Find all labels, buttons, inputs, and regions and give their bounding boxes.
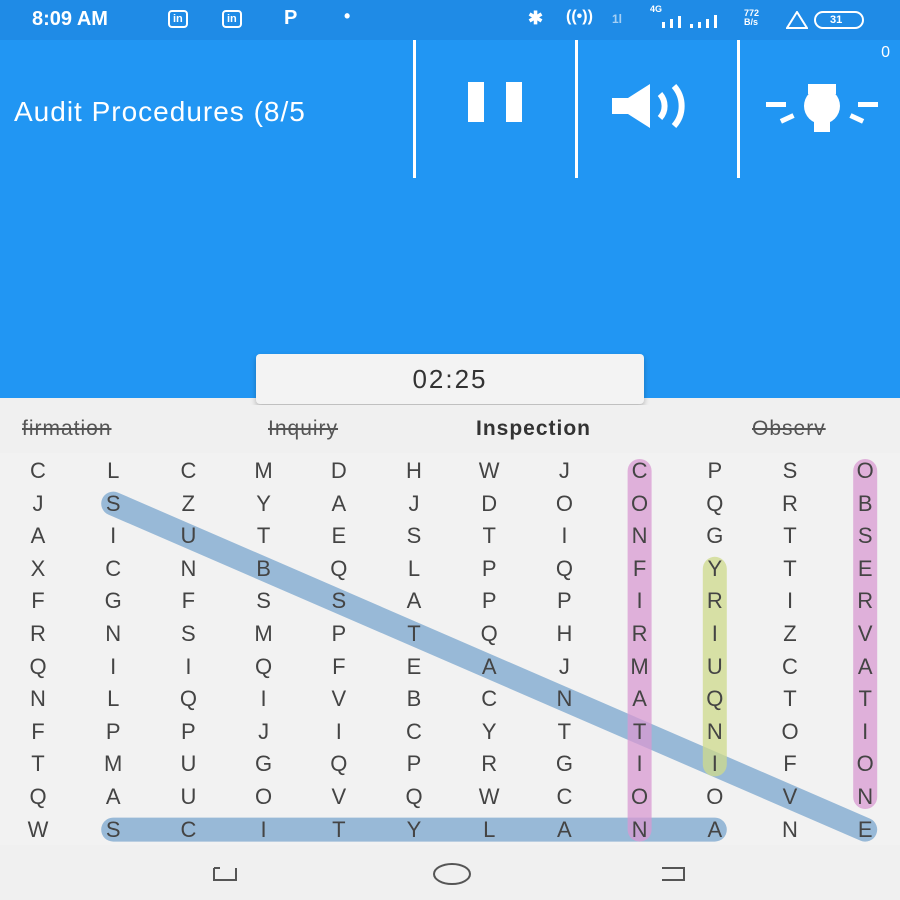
grid-cell[interactable]: P xyxy=(105,718,121,744)
grid-cell[interactable]: A xyxy=(707,816,723,842)
grid-cell[interactable]: C xyxy=(105,555,122,581)
grid-cell[interactable]: P xyxy=(331,621,347,646)
network-type-label: 4G xyxy=(650,4,663,14)
grid-cell[interactable]: I xyxy=(561,523,568,549)
grid-cell[interactable]: J xyxy=(32,490,44,516)
word-item-inspection: Inspection xyxy=(476,417,592,440)
grid-cell[interactable]: A xyxy=(331,490,347,516)
grid-cell[interactable]: B xyxy=(256,555,271,581)
grid-cell[interactable]: R xyxy=(706,588,723,614)
grid-cell[interactable]: A xyxy=(481,653,497,679)
recent-apps-icon[interactable] xyxy=(208,862,244,886)
grid-cell[interactable]: B xyxy=(406,686,422,712)
grid-cell[interactable]: O xyxy=(631,490,649,516)
grid-cell[interactable]: P xyxy=(557,588,572,614)
word-item-observation: Observ xyxy=(752,417,826,440)
grid-cell[interactable]: P xyxy=(481,588,497,614)
hint-counter: 0 xyxy=(881,44,890,61)
grid-cell[interactable]: M xyxy=(254,458,273,483)
signal-icon xyxy=(662,12,728,30)
grid-cell[interactable]: P xyxy=(181,718,196,744)
battery-icon xyxy=(814,11,864,29)
battery-level: 31 xyxy=(830,14,843,26)
grid-cell[interactable]: W xyxy=(27,816,49,842)
timer-tab xyxy=(256,354,644,404)
grid-cell[interactable]: W xyxy=(478,784,500,809)
grid-cell[interactable]: C xyxy=(406,718,422,744)
grid-cell[interactable]: T xyxy=(783,555,797,581)
grid-cell[interactable]: T xyxy=(482,523,496,549)
grid-cell[interactable]: T xyxy=(858,686,872,712)
grid-cell[interactable]: N xyxy=(631,523,648,549)
grid-cell[interactable]: J xyxy=(408,490,420,516)
grid-cell[interactable]: E xyxy=(857,816,873,842)
grid-cell[interactable]: U xyxy=(180,784,197,809)
grid-cell[interactable]: P xyxy=(406,751,422,777)
pause-icon[interactable] xyxy=(462,82,528,126)
game-header xyxy=(0,40,900,398)
grid-cell[interactable]: S xyxy=(256,588,271,614)
home-icon[interactable] xyxy=(430,860,474,888)
grid-cell[interactable]: E xyxy=(331,523,347,549)
grid-cell[interactable]: I xyxy=(260,686,267,712)
grid-cell[interactable]: Q xyxy=(706,490,724,516)
grid-cell[interactable]: N xyxy=(857,784,874,809)
grid-cell[interactable]: I xyxy=(260,816,267,842)
grid-cell[interactable]: Y xyxy=(256,490,271,516)
grid-cell[interactable]: I xyxy=(110,653,117,679)
status-bar xyxy=(0,0,900,40)
grid-cell[interactable]: R xyxy=(782,490,798,516)
grid-cell[interactable]: M xyxy=(104,751,123,777)
grid-cell[interactable]: L xyxy=(407,555,421,581)
grid-cell[interactable]: E xyxy=(857,555,873,581)
grid-cell[interactable]: R xyxy=(857,588,874,614)
grid-cell[interactable]: O xyxy=(781,718,799,744)
grid-cell[interactable]: I xyxy=(185,653,192,679)
grid-cell[interactable]: A xyxy=(30,523,46,549)
grid-cell[interactable]: J xyxy=(558,458,570,483)
grid-cell[interactable]: M xyxy=(630,653,649,679)
divider xyxy=(413,40,416,178)
grid-cell[interactable]: V xyxy=(331,784,347,809)
grid-cell[interactable]: H xyxy=(556,621,573,646)
grid-cell[interactable]: I xyxy=(862,718,869,744)
grid-cell[interactable]: D xyxy=(330,458,347,483)
grid-cell[interactable]: Q xyxy=(255,653,273,679)
grid-cell[interactable]: T xyxy=(783,523,797,549)
status-time: 8:09 AM xyxy=(32,8,108,30)
grid-cell[interactable]: N xyxy=(631,816,648,842)
grid-cell[interactable]: I xyxy=(110,523,117,549)
grid-cell[interactable]: A xyxy=(557,816,572,842)
grid-cell[interactable]: W xyxy=(478,458,500,483)
grid-cell[interactable]: S xyxy=(406,523,422,549)
grid-cell[interactable]: D xyxy=(481,490,498,516)
grid-cell[interactable]: S xyxy=(331,588,347,614)
grid-cell[interactable]: O xyxy=(255,784,273,809)
grid-cell[interactable]: G xyxy=(104,588,122,614)
grid-cell[interactable]: R xyxy=(30,621,46,646)
grid-cell[interactable]: Q xyxy=(555,555,573,581)
notification-badge-icon: in xyxy=(168,10,188,28)
grid-cell[interactable]: Q xyxy=(480,621,498,646)
grid-cell[interactable]: T xyxy=(557,718,572,744)
grid-cell[interactable]: Q xyxy=(706,686,724,712)
grid-cell[interactable]: L xyxy=(107,686,120,712)
grid-cell[interactable]: T xyxy=(407,621,421,646)
grid-cell[interactable]: M xyxy=(254,621,273,646)
grid-cell[interactable]: O xyxy=(706,784,724,809)
grid-cell[interactable]: Q xyxy=(330,555,348,581)
grid-cell[interactable]: Q xyxy=(330,751,348,777)
grid-cell[interactable]: I xyxy=(335,718,342,744)
warning-icon xyxy=(786,11,808,29)
grid-cell[interactable]: T xyxy=(783,686,797,712)
grid-cell[interactable]: I xyxy=(636,751,643,777)
grid-cell[interactable]: J xyxy=(258,718,270,744)
grid-cell[interactable]: A xyxy=(105,784,121,809)
grid-cell[interactable]: Q xyxy=(179,686,197,712)
grid-cell[interactable]: Q xyxy=(29,653,47,679)
divider xyxy=(575,40,578,178)
grid-cell[interactable]: R xyxy=(481,751,498,777)
grid-cell[interactable]: O xyxy=(856,458,874,483)
parking-icon: P xyxy=(284,7,298,29)
grid-cell[interactable]: U xyxy=(706,653,723,679)
grid-cell[interactable]: Z xyxy=(181,490,196,516)
grid-cell[interactable]: C xyxy=(481,686,498,712)
grid-cell[interactable]: X xyxy=(30,555,46,581)
grid-cell[interactable]: I xyxy=(636,588,643,614)
puzzle-title: Audit Procedures (8/5 xyxy=(14,96,306,127)
back-icon[interactable] xyxy=(656,862,692,886)
grid-cell[interactable]: C xyxy=(631,458,648,483)
grid-cell[interactable]: F xyxy=(31,718,45,744)
grid-cell[interactable]: A xyxy=(857,653,873,679)
grid-cell[interactable]: T xyxy=(256,523,271,549)
grid-cell[interactable]: N xyxy=(556,686,573,712)
grid-cell[interactable]: F xyxy=(632,555,647,581)
divider xyxy=(737,40,740,178)
grid-cell[interactable]: G xyxy=(706,523,724,549)
grid-cell[interactable]: V xyxy=(782,784,798,809)
grid-cell[interactable]: N xyxy=(180,555,197,581)
notification-badge-icon: in xyxy=(222,10,242,28)
grid-cell[interactable]: O xyxy=(856,751,874,777)
grid-cell[interactable]: Q xyxy=(29,784,47,809)
dot-icon: • xyxy=(344,6,351,26)
grid-cell[interactable]: O xyxy=(631,784,649,809)
grid-cell[interactable]: P xyxy=(707,458,723,483)
network-speed: 772 B/s xyxy=(744,8,760,27)
grid-cell[interactable]: N xyxy=(30,686,46,712)
word-list xyxy=(0,405,900,453)
grid-cell[interactable]: S xyxy=(857,523,873,549)
grid-cell[interactable]: S xyxy=(782,458,798,483)
grid-cell[interactable]: R xyxy=(631,621,648,646)
grid-cell[interactable]: S xyxy=(105,816,121,842)
grid-cell[interactable]: G xyxy=(555,751,573,777)
sound-icon[interactable] xyxy=(608,82,708,132)
grid-cell[interactable]: I xyxy=(711,621,718,646)
grid-cell[interactable]: F xyxy=(181,588,196,614)
grid-cell[interactable]: S xyxy=(181,621,196,646)
grid-cell[interactable]: B xyxy=(857,490,873,516)
grid-cell[interactable]: O xyxy=(555,490,573,516)
word-item-inquiry: Inquiry xyxy=(268,417,339,440)
grid-cell[interactable]: T xyxy=(332,816,346,842)
system-nav-bar xyxy=(0,848,900,900)
grid-cell[interactable]: C xyxy=(556,784,573,809)
grid-cell[interactable]: P xyxy=(481,555,497,581)
grid-cell[interactable]: T xyxy=(31,751,45,777)
grid-cell[interactable]: Q xyxy=(405,784,423,809)
grid-cell[interactable]: G xyxy=(255,751,273,777)
grid-cell[interactable]: U xyxy=(180,523,197,549)
grid-cell[interactable]: U xyxy=(180,751,197,777)
signal-weak-icon: 1l xyxy=(612,12,623,26)
grid-cell[interactable]: N xyxy=(105,621,122,646)
grid-cell[interactable]: Z xyxy=(783,621,797,646)
grid-cell[interactable]: Y xyxy=(707,555,723,581)
grid-cell[interactable]: Y xyxy=(481,718,497,744)
grid-cell[interactable]: N xyxy=(782,816,798,842)
word-item-confirmation: firmation xyxy=(22,417,112,440)
grid-cell[interactable]: E xyxy=(406,653,422,679)
grid-cell[interactable]: I xyxy=(786,588,794,614)
grid-cell[interactable]: V xyxy=(331,686,347,712)
hotspot-icon: ((•)) xyxy=(566,8,593,25)
grid-cell[interactable]: A xyxy=(632,686,647,712)
grid-cell[interactable]: C xyxy=(782,653,798,679)
grid-cell[interactable]: A xyxy=(406,588,422,614)
grid-cell[interactable]: C xyxy=(180,816,197,842)
bluetooth-icon: ✱ xyxy=(528,8,544,28)
grid-cell[interactable]: Y xyxy=(406,816,422,842)
grid-cell[interactable]: S xyxy=(105,490,121,516)
grid-cell[interactable]: F xyxy=(332,653,346,679)
grid-cell[interactable]: L xyxy=(483,816,496,842)
grid-cell[interactable]: F xyxy=(783,751,797,777)
grid-cell[interactable]: C xyxy=(180,458,197,483)
grid-cell[interactable]: V xyxy=(857,621,873,646)
grid-cell[interactable]: L xyxy=(107,458,120,483)
letter-grid[interactable] xyxy=(0,453,900,845)
grid-cell[interactable]: I xyxy=(711,751,718,777)
grid-cell[interactable]: C xyxy=(30,458,46,483)
grid-cell[interactable]: N xyxy=(706,718,723,744)
hint-bulb-icon[interactable] xyxy=(764,80,880,136)
grid-cell[interactable]: J xyxy=(558,653,570,679)
timer: 02:25 xyxy=(412,364,488,394)
grid-cell[interactable]: F xyxy=(31,588,45,614)
grid-cell[interactable]: T xyxy=(632,718,647,744)
grid-cell[interactable]: H xyxy=(406,458,422,483)
